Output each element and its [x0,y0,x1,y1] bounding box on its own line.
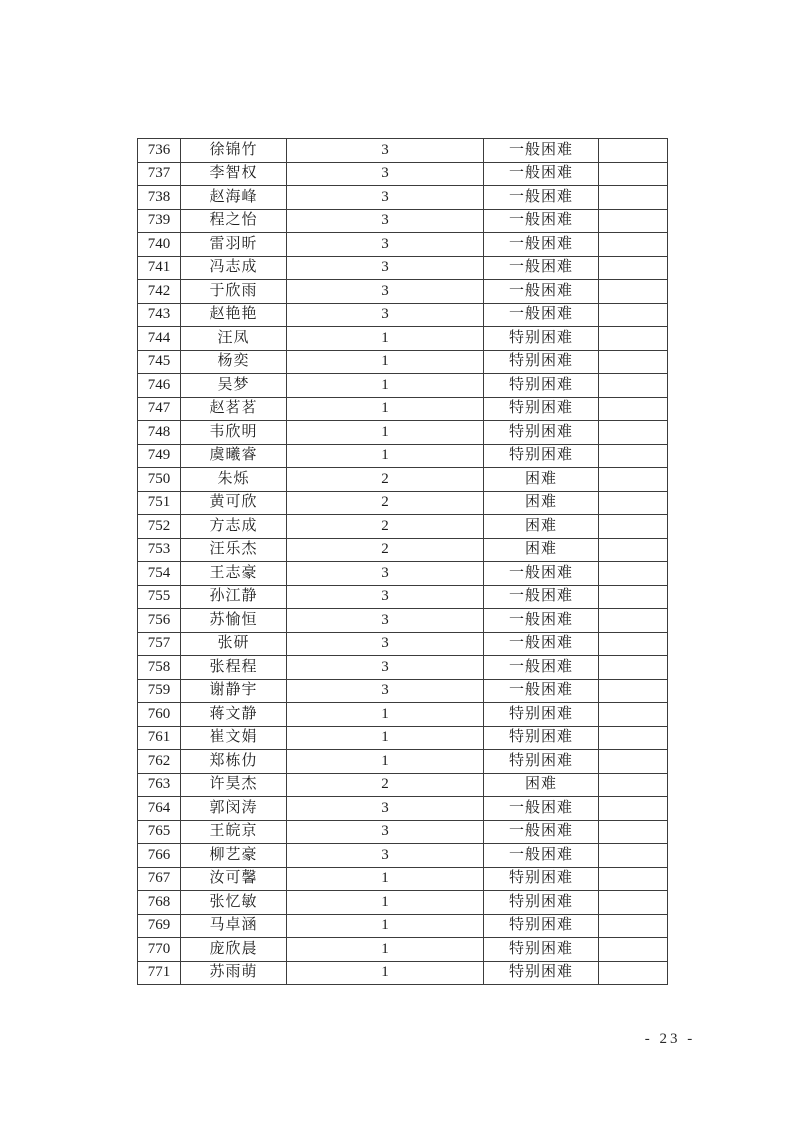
cell-row-number: 749 [138,444,181,468]
roster-body [138,139,668,985]
cell-student-name: 吴梦 [181,374,287,398]
cell-row-number: 759 [138,679,181,703]
cell-difficulty-status: 一般困难 [484,162,599,186]
cell-level: 3 [287,303,484,327]
table-row [138,538,668,562]
cell-student-name: 王志豪 [181,562,287,586]
table-row [138,515,668,539]
cell-level: 3 [287,609,484,633]
cell-note-empty [599,303,668,327]
cell-level: 3 [287,820,484,844]
table-row [138,303,668,327]
cell-difficulty-status: 特别困难 [484,397,599,421]
cell-row-number: 746 [138,374,181,398]
table-row [138,421,668,445]
cell-note-empty [599,773,668,797]
cell-difficulty-status: 特别困难 [484,891,599,915]
roster-table [137,138,668,985]
cell-difficulty-status: 特别困难 [484,750,599,774]
cell-student-name: 雷羽昕 [181,233,287,257]
cell-difficulty-status: 一般困难 [484,656,599,680]
cell-difficulty-status: 困难 [484,538,599,562]
table-row [138,844,668,868]
cell-student-name: 许昊杰 [181,773,287,797]
table-row [138,914,668,938]
cell-student-name: 虞曦睿 [181,444,287,468]
cell-student-name: 张研 [181,632,287,656]
cell-student-name: 郑栋仂 [181,750,287,774]
table-row [138,186,668,210]
cell-difficulty-status: 困难 [484,515,599,539]
table-row [138,773,668,797]
cell-difficulty-status: 一般困难 [484,186,599,210]
cell-level: 3 [287,233,484,257]
cell-note-empty [599,139,668,163]
cell-student-name: 赵茗茗 [181,397,287,421]
cell-student-name: 徐锦竹 [181,139,287,163]
cell-student-name: 汪凤 [181,327,287,351]
cell-student-name: 马卓涵 [181,914,287,938]
cell-difficulty-status: 一般困难 [484,209,599,233]
table-row [138,562,668,586]
cell-note-empty [599,750,668,774]
cell-difficulty-status: 特别困难 [484,938,599,962]
cell-difficulty-status: 一般困难 [484,256,599,280]
cell-student-name: 蒋文静 [181,703,287,727]
cell-student-name: 冯志成 [181,256,287,280]
cell-level: 3 [287,209,484,233]
cell-level: 2 [287,773,484,797]
cell-difficulty-status: 特别困难 [484,961,599,985]
table-row [138,797,668,821]
cell-note-empty [599,397,668,421]
table-row [138,632,668,656]
cell-student-name: 郭闵涛 [181,797,287,821]
cell-level: 3 [287,585,484,609]
cell-row-number: 761 [138,726,181,750]
cell-row-number: 771 [138,961,181,985]
cell-row-number: 764 [138,797,181,821]
cell-row-number: 769 [138,914,181,938]
cell-difficulty-status: 特别困难 [484,350,599,374]
cell-note-empty [599,961,668,985]
cell-row-number: 744 [138,327,181,351]
cell-row-number: 754 [138,562,181,586]
cell-student-name: 张忆敏 [181,891,287,915]
cell-student-name: 李智权 [181,162,287,186]
cell-row-number: 755 [138,585,181,609]
table-row [138,491,668,515]
cell-level: 2 [287,491,484,515]
cell-row-number: 748 [138,421,181,445]
cell-level: 1 [287,961,484,985]
cell-difficulty-status: 特别困难 [484,421,599,445]
cell-level: 3 [287,162,484,186]
cell-row-number: 770 [138,938,181,962]
cell-row-number: 739 [138,209,181,233]
cell-row-number: 753 [138,538,181,562]
cell-difficulty-status: 一般困难 [484,797,599,821]
cell-level: 2 [287,538,484,562]
cell-note-empty [599,233,668,257]
cell-note-empty [599,162,668,186]
table-row [138,726,668,750]
cell-student-name: 汝可馨 [181,867,287,891]
cell-student-name: 杨奕 [181,350,287,374]
cell-row-number: 750 [138,468,181,492]
cell-difficulty-status: 特别困难 [484,914,599,938]
cell-note-empty [599,280,668,304]
cell-level: 3 [287,844,484,868]
cell-difficulty-status: 一般困难 [484,139,599,163]
cell-student-name: 谢静宇 [181,679,287,703]
cell-difficulty-status: 困难 [484,468,599,492]
cell-note-empty [599,820,668,844]
cell-note-empty [599,703,668,727]
cell-row-number: 756 [138,609,181,633]
cell-student-name: 赵艳艳 [181,303,287,327]
cell-note-empty [599,491,668,515]
cell-difficulty-status: 特别困难 [484,867,599,891]
cell-student-name: 苏雨萌 [181,961,287,985]
cell-difficulty-status: 困难 [484,491,599,515]
cell-row-number: 745 [138,350,181,374]
cell-level: 3 [287,656,484,680]
cell-level: 3 [287,139,484,163]
table-row [138,938,668,962]
cell-student-name: 孙江静 [181,585,287,609]
cell-level: 1 [287,914,484,938]
cell-note-empty [599,374,668,398]
cell-difficulty-status: 一般困难 [484,632,599,656]
cell-student-name: 方志成 [181,515,287,539]
cell-row-number: 742 [138,280,181,304]
table-row [138,679,668,703]
table-row [138,609,668,633]
cell-level: 1 [287,327,484,351]
cell-difficulty-status: 一般困难 [484,820,599,844]
cell-row-number: 738 [138,186,181,210]
table-row [138,585,668,609]
table-row [138,961,668,985]
table-row [138,233,668,257]
cell-note-empty [599,656,668,680]
cell-note-empty [599,585,668,609]
cell-level: 1 [287,703,484,727]
cell-difficulty-status: 一般困难 [484,844,599,868]
cell-level: 1 [287,421,484,445]
cell-difficulty-status: 一般困难 [484,233,599,257]
table-row [138,139,668,163]
cell-difficulty-status: 一般困难 [484,303,599,327]
cell-row-number: 743 [138,303,181,327]
cell-level: 1 [287,726,484,750]
cell-student-name: 程之怡 [181,209,287,233]
cell-note-empty [599,186,668,210]
table-row [138,891,668,915]
cell-row-number: 736 [138,139,181,163]
table-row [138,350,668,374]
cell-level: 3 [287,632,484,656]
cell-student-name: 韦欣明 [181,421,287,445]
cell-note-empty [599,844,668,868]
table-row [138,209,668,233]
table-row [138,374,668,398]
cell-student-name: 庞欣晨 [181,938,287,962]
cell-level: 1 [287,350,484,374]
table-row [138,750,668,774]
cell-level: 3 [287,797,484,821]
cell-row-number: 768 [138,891,181,915]
cell-note-empty [599,891,668,915]
cell-difficulty-status: 一般困难 [484,585,599,609]
cell-student-name: 柳艺豪 [181,844,287,868]
cell-note-empty [599,538,668,562]
cell-note-empty [599,350,668,374]
table-row [138,256,668,280]
cell-row-number: 757 [138,632,181,656]
cell-row-number: 758 [138,656,181,680]
cell-note-empty [599,609,668,633]
cell-difficulty-status: 特别困难 [484,444,599,468]
table-row [138,327,668,351]
cell-row-number: 765 [138,820,181,844]
cell-student-name: 于欣雨 [181,280,287,304]
cell-level: 1 [287,397,484,421]
cell-note-empty [599,867,668,891]
cell-level: 3 [287,280,484,304]
cell-student-name: 苏愉恒 [181,609,287,633]
cell-difficulty-status: 一般困难 [484,280,599,304]
cell-note-empty [599,209,668,233]
cell-row-number: 766 [138,844,181,868]
cell-level: 2 [287,515,484,539]
cell-note-empty [599,515,668,539]
cell-level: 1 [287,750,484,774]
cell-note-empty [599,256,668,280]
cell-note-empty [599,468,668,492]
page-number: - 23 - [644,1031,696,1047]
cell-row-number: 737 [138,162,181,186]
cell-row-number: 760 [138,703,181,727]
cell-student-name: 朱烁 [181,468,287,492]
cell-difficulty-status: 特别困难 [484,726,599,750]
cell-note-empty [599,421,668,445]
cell-difficulty-status: 一般困难 [484,679,599,703]
table-row [138,820,668,844]
cell-level: 1 [287,891,484,915]
cell-difficulty-status: 特别困难 [484,327,599,351]
table-row [138,280,668,304]
cell-difficulty-status: 一般困难 [484,562,599,586]
cell-row-number: 752 [138,515,181,539]
cell-student-name: 崔文娟 [181,726,287,750]
cell-difficulty-status: 特别困难 [484,374,599,398]
cell-difficulty-status: 一般困难 [484,609,599,633]
cell-student-name: 赵海峰 [181,186,287,210]
cell-level: 1 [287,374,484,398]
cell-student-name: 黄可欣 [181,491,287,515]
cell-row-number: 740 [138,233,181,257]
cell-level: 1 [287,938,484,962]
cell-note-empty [599,444,668,468]
cell-student-name: 王皖京 [181,820,287,844]
cell-student-name: 张程程 [181,656,287,680]
cell-difficulty-status: 特别困难 [484,703,599,727]
cell-difficulty-status: 困难 [484,773,599,797]
table-row [138,444,668,468]
cell-row-number: 747 [138,397,181,421]
cell-level: 1 [287,444,484,468]
cell-level: 3 [287,679,484,703]
cell-row-number: 751 [138,491,181,515]
table-row [138,468,668,492]
cell-note-empty [599,327,668,351]
cell-row-number: 767 [138,867,181,891]
cell-level: 3 [287,562,484,586]
cell-note-empty [599,562,668,586]
table-row [138,656,668,680]
cell-row-number: 741 [138,256,181,280]
cell-note-empty [599,726,668,750]
cell-student-name: 汪乐杰 [181,538,287,562]
cell-note-empty [599,797,668,821]
cell-level: 1 [287,867,484,891]
cell-note-empty [599,679,668,703]
cell-level: 3 [287,256,484,280]
cell-note-empty [599,938,668,962]
cell-level: 3 [287,186,484,210]
table-row [138,703,668,727]
cell-row-number: 763 [138,773,181,797]
cell-note-empty [599,914,668,938]
cell-note-empty [599,632,668,656]
table-row [138,867,668,891]
cell-row-number: 762 [138,750,181,774]
table-row [138,162,668,186]
table-row [138,397,668,421]
cell-level: 2 [287,468,484,492]
